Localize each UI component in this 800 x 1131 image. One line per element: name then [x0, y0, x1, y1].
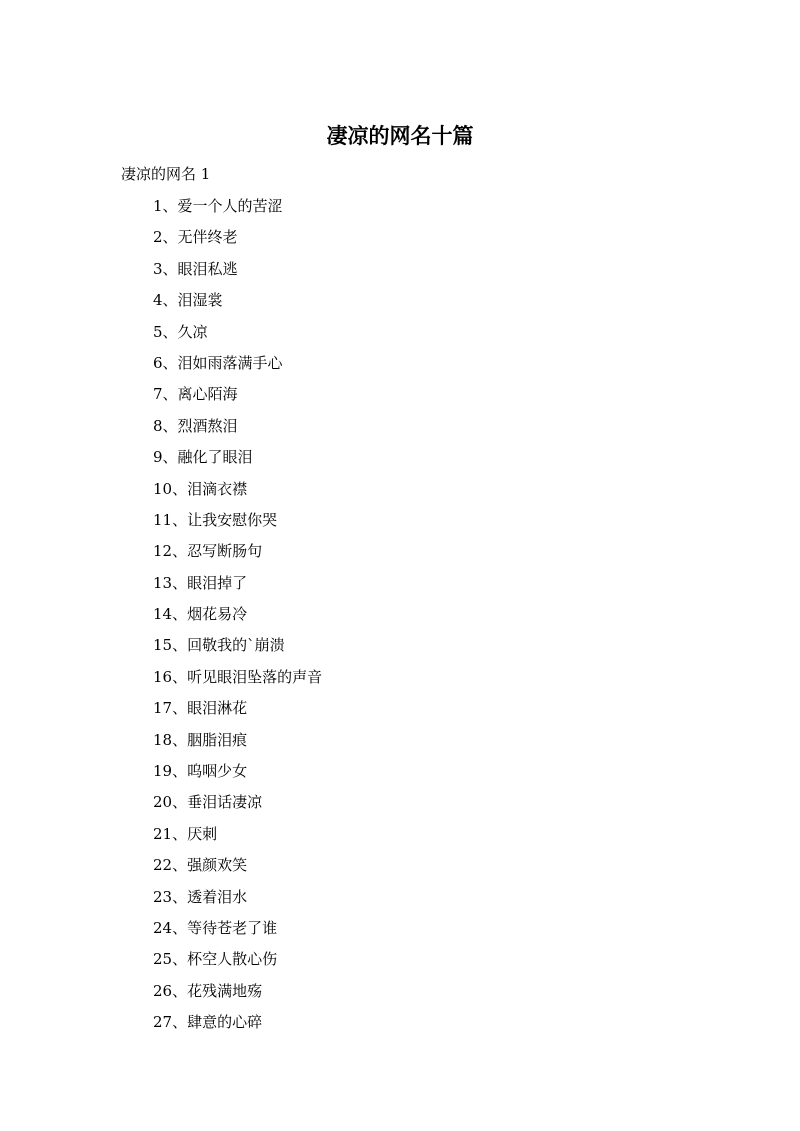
list-item: 24、等待苍老了谁	[153, 918, 278, 937]
document-title: 凄凉的网名十篇	[326, 124, 474, 148]
list-item: 20、垂泪话凄凉	[153, 793, 263, 812]
list-item: 3、眼泪私逃	[153, 259, 238, 278]
list-item: 13、眼泪掉了	[153, 573, 248, 592]
list-item: 4、泪湿裳	[153, 291, 223, 310]
list-item: 17、眼泪淋花	[153, 699, 248, 718]
name-list	[153, 194, 322, 1042]
list-item: 8、烈酒熬泪	[153, 416, 238, 435]
list-item: 14、烟花易冷	[153, 605, 248, 624]
list-item: 25、杯空人散心伤	[153, 950, 278, 969]
list-item: 2、无伴终老	[153, 228, 238, 247]
list-item: 26、花残满地殇	[153, 981, 263, 1000]
list-item: 15、回敬我的`崩溃	[153, 636, 285, 655]
list-item: 1、爱一个人的苦涩	[153, 197, 283, 215]
list-item: 10、泪滴衣襟	[153, 479, 248, 498]
list-item: 19、呜咽少女	[153, 762, 248, 781]
list-item: 27、肆意的心碎	[153, 1013, 263, 1032]
list-item: 18、胭脂泪痕	[153, 730, 248, 749]
list-item: 11、让我安慰你哭	[153, 510, 278, 529]
list-item: 7、离心陌海	[153, 385, 238, 404]
section-heading: 凄凉的网名 1	[121, 165, 211, 183]
list-item: 21、厌刺	[153, 824, 218, 843]
list-item: 6、泪如雨落满手心	[153, 353, 283, 372]
list-item: 12、忍写断肠句	[153, 542, 263, 561]
list-item: 23、透着泪水	[153, 887, 248, 906]
list-item: 16、听见眼泪坠落的声音	[153, 667, 323, 686]
list-item: 5、久凉	[153, 322, 208, 341]
list-item: 9、融化了眼泪	[153, 448, 253, 467]
list-item: 22、强颜欢笑	[153, 856, 248, 875]
